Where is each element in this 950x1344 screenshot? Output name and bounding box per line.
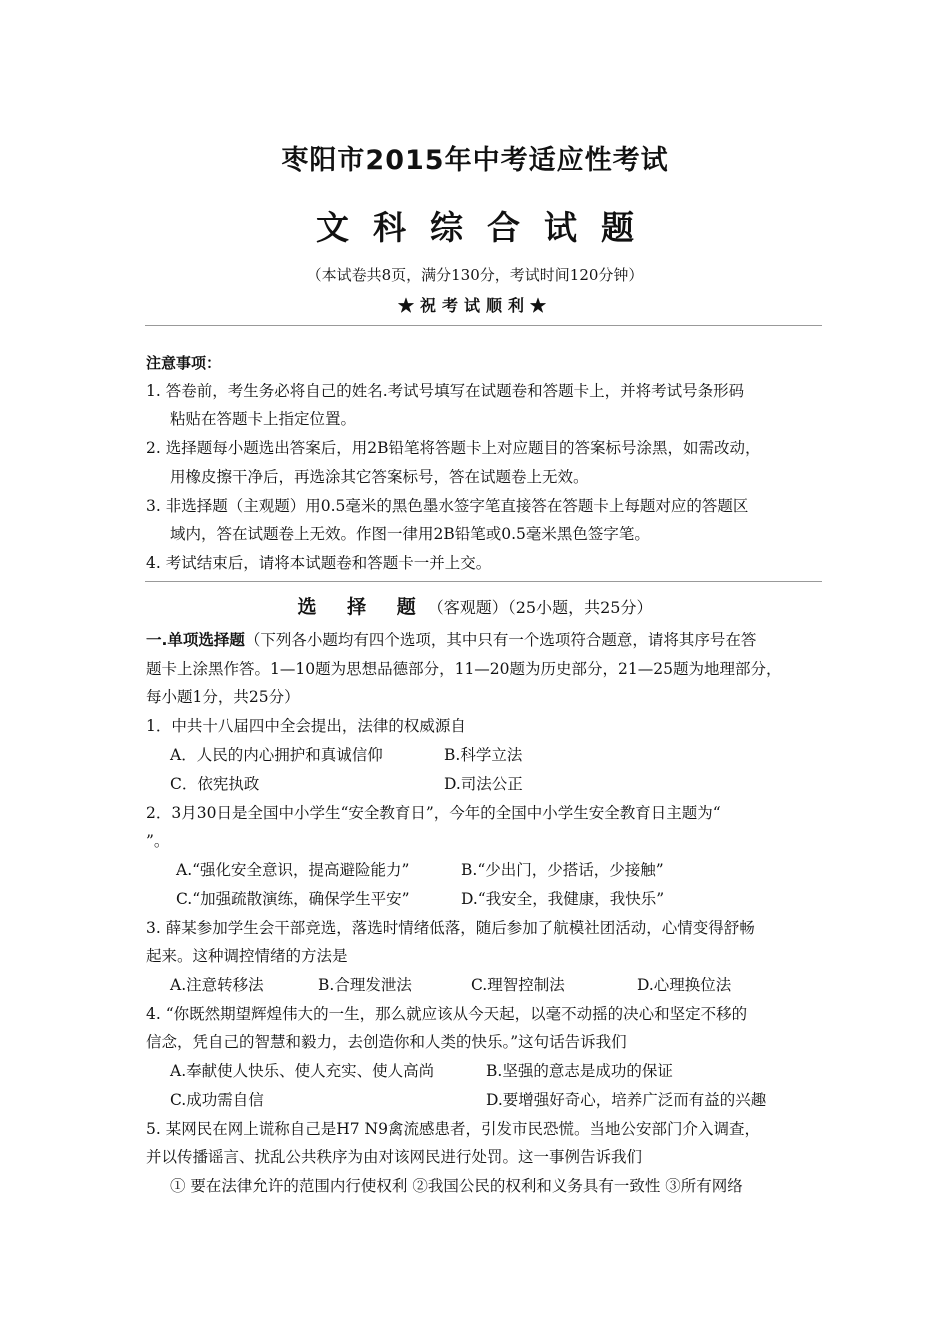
exam-meta: （本试卷共8页，满分130分，考试时间120分钟）: [306, 266, 644, 284]
option-b: B.合理发泄法: [318, 976, 412, 994]
notice-line: 3. 非选择题（主观题）用0.5毫米的黑色墨水签字笔直接答在答题卡上每题对应的答题区: [146, 497, 749, 515]
exam-title: 枣阳市2015年中考适应性考试: [281, 145, 669, 176]
notice-line: 用橡皮擦干净后，再选涂其它答案标号，答在试题卷上无效。: [170, 468, 589, 486]
option-a: A.“强化安全意识，提高避险能力”: [176, 861, 410, 879]
question-stem: 3. 薛某参加学生会干部竞选，落选时情绪低落，随后参加了航模社团活动，心情变得舒畅: [146, 919, 755, 937]
option-c: C．依宪执政: [170, 775, 260, 793]
divider: [145, 325, 822, 326]
option-b: B.“少出门，少搭话，少接触”: [461, 861, 664, 879]
part1-label: 一.单项选择题: [146, 631, 245, 649]
question-stem: 1．中共十八届四中全会提出，法律的权威源自: [146, 717, 466, 735]
part1-instructions: [146, 630, 756, 650]
question-stem: 并以传播谣言、扰乱公共秩序为由对该网民进行处罚。这一事例告诉我们: [146, 1148, 643, 1166]
good-luck-banner: ★祝考试顺利★: [397, 296, 552, 315]
option-a: A．人民的内心拥护和真诚信仰: [170, 746, 383, 764]
question-stem: 4. “你既然期望辉煌伟大的一生，那么就应该从今天起，以毫不动摇的决心和坚定不移的: [146, 1005, 748, 1023]
notice-line: 1. 答卷前，考生务必将自己的姓名.考试号填写在试题卷和答题卡上，并将考试号条形码: [146, 382, 745, 400]
section-subtitle: （客观题）（25小题，共25分）: [427, 598, 653, 617]
option-c: C.“加强疏散演练，确保学生平安”: [176, 890, 410, 908]
option-b: B.科学立法: [444, 746, 523, 764]
notice-line: 域内，答在试题卷上无效。作图一律用2B铅笔或0.5毫米黑色签字笔。: [170, 525, 650, 543]
question-stem: 5. 某网民在网上谎称自己是H7 N9禽流感患者，引发市民恐慌。当地公安部门介入调查，: [146, 1120, 760, 1138]
section-title: 选 择 题: [297, 596, 428, 618]
option-d: D.要增强好奇心，培养广泛而有益的兴趣: [486, 1091, 767, 1109]
option-b: B.坚强的意志是成功的保证: [486, 1062, 673, 1080]
notice-heading: 注意事项：: [146, 354, 222, 372]
question-stem: 起来。这种调控情绪的方法是: [146, 947, 348, 965]
part1-line: 每小题1分，共25分）: [146, 688, 300, 706]
notice-line: 2. 选择题每小题选出答案后，用2B铅笔将答题卡上对应题目的答案标号涂黑，如需改动，: [146, 439, 761, 457]
notice-line: 粘贴在答题卡上指定位置。: [170, 410, 357, 428]
option-c: C.理智控制法: [471, 976, 565, 994]
option-d: D.心理换位法: [637, 976, 732, 994]
part1-line: （下列各小题均有四个选项，其中只有一个选项符合题意，请将其序号在答: [244, 631, 757, 649]
notice-line: 4. 考试结束后，请将本试题卷和答题卡一并上交。: [146, 554, 492, 572]
part1-line: 题卡上涂黑作答。1—10题为思想品德部分，11—20题为历史部分，21—25题为地理部分，: [146, 660, 782, 678]
option-d: D.“我安全，我健康，我快乐”: [461, 890, 665, 908]
option-a: A.注意转移法: [170, 976, 264, 994]
question-stem: 信念，凭自己的智慧和毅力，去创造你和人类的快乐。”这句话告诉我们: [146, 1033, 627, 1051]
option-c: C.成功需自信: [170, 1091, 264, 1109]
section-heading: [0, 592, 950, 619]
question-stem: 2．3月30日是全国中小学生“安全教育日”，今年的全国中小学生安全教育日主题为“: [146, 804, 721, 822]
question-statements: ① 要在法律允许的范围内行使权利 ②我国公民的权利和义务具有一致性 ③所有网络: [170, 1177, 743, 1195]
option-d: D.司法公正: [444, 775, 523, 793]
divider: [145, 581, 822, 582]
exam-subtitle: 文科综合试题: [316, 208, 658, 247]
option-a: A.奉献使人快乐、使人充实、使人高尚: [170, 1062, 435, 1080]
question-stem: ”。: [146, 832, 170, 850]
